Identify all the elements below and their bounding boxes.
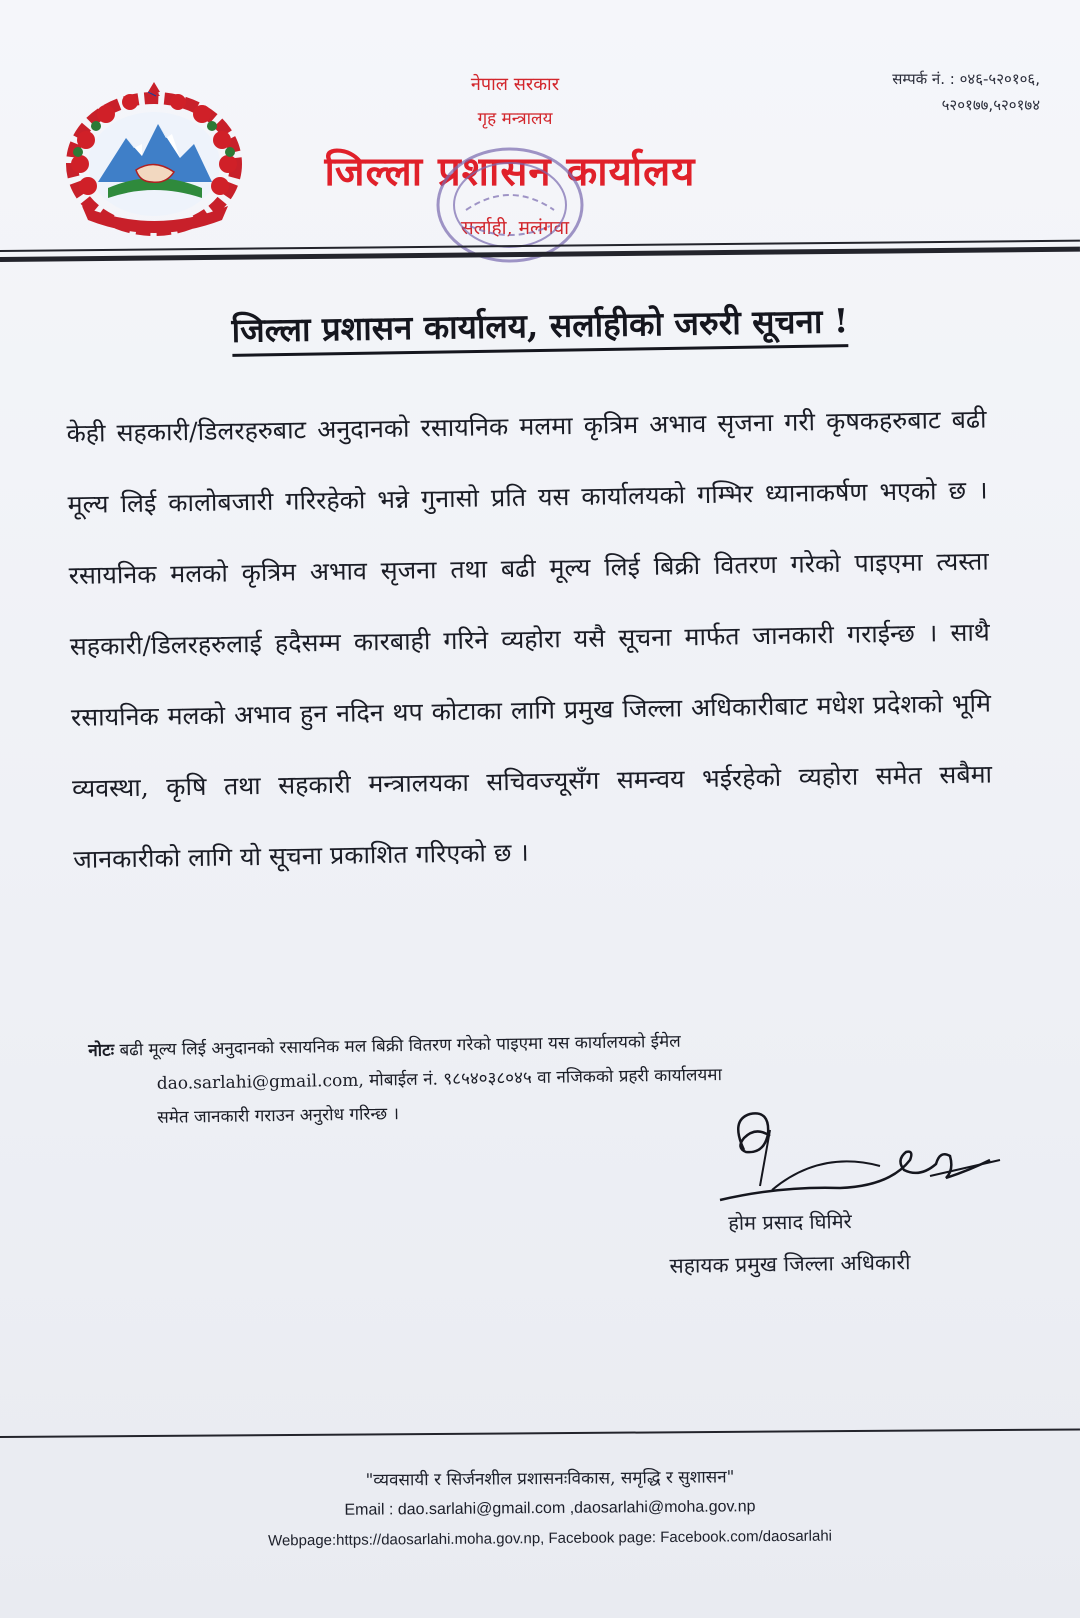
- note-line: dao.sarlahi@gmail.com, मोबाईल नं. ९८५४०३८०४५ वा नजिकको प्रहरी कार्यालयमा: [156, 1065, 723, 1094]
- government-name: नेपाल सरकार: [470, 74, 560, 95]
- note-label: नोटः: [88, 1040, 115, 1061]
- notice-heading: जिल्ला प्रशासन कार्यालय, सर्लाहीको जरुरी सूचना !: [231, 297, 849, 357]
- ministry-name: गृह मन्त्रालय: [477, 109, 553, 129]
- footer-motto: "व्यवसायी र सिर्जनशील प्रशासनःविकास, समृद्धि र सुशासन": [365, 1467, 735, 1491]
- district-name: सर्लाही, मलंगवा: [460, 217, 570, 239]
- notice-body: केही सहकारी/डिलरहरुबाट अनुदानको रसायनिक मलमा कृत्रिम अभाव सृजना गरी कृषकहरुबाट बढी मूल्य लिई कालोबजारी गरिरहेको भन्ने गुनासो प्रति यस कार्यालयको गम्भिर ध्यानाकर्षण भएको छ । रसायनिक मलको कृत्रिम अभाव सृजना तथा बढी मूल्य लिई बिक्री वितरण गरेको पाइएमा त्यस्ता सहकारी/डिलरहरुलाई हदैसम्म कारबाही गरिने व्यहोरा यसै सूचना मार्फत जानकारी गराईन्छ । साथै रसायनिक मलको अभाव हुन नदिन थप कोटाका लागि प्रमुख जिल्ला अधिकारीबाट मधेश प्रदेशको भूमि व्यवस्था, कृषि तथा सहकारी मन्त्रालयका सचिवज्यूसँग समन्वय भईरहेको व्यहोरा समेत सबैमा जानकारीको लागि यो सूचना प्रकाशित गरिएको छ ।: [66, 404, 993, 874]
- contact-line: ५२०१७७,५२०१७४: [941, 96, 1040, 114]
- nepal-emblem-icon: [56, 78, 252, 238]
- note-line: समेत जानकारी गराउन अनुरोध गरिन्छ ।: [157, 1104, 400, 1128]
- contact-line: सम्पर्क नं. : ०४६-५२०१०६,: [892, 70, 1040, 88]
- signer-title: सहायक प्रमुख जिल्ला अधिकारी: [669, 1250, 911, 1278]
- office-stamp-icon: [430, 140, 590, 270]
- office-title: जिल्ला प्रशासन कार्यालय: [324, 148, 696, 195]
- footer-email: Email : dao.sarlahi@gmail.com ,daosarlahi@moha.gov.np: [344, 1498, 756, 1519]
- contact-numbers: [780, 66, 1040, 118]
- notice-heading-wrap: [60, 294, 1021, 359]
- note-text: बढी मूल्य लिई अनुदानको रसायनिक मल बिक्री वितरण गरेको पाइएमा यस कार्यालयको ईमेल: [119, 1031, 681, 1061]
- footer-divider: [0, 1428, 1080, 1438]
- signer-name: होम प्रसाद घिमिरे: [728, 1209, 852, 1235]
- footer-web: Webpage:https://daosarlahi.moha.gov.np, Facebook page: Facebook.com/daosarlahi: [267, 1527, 833, 1550]
